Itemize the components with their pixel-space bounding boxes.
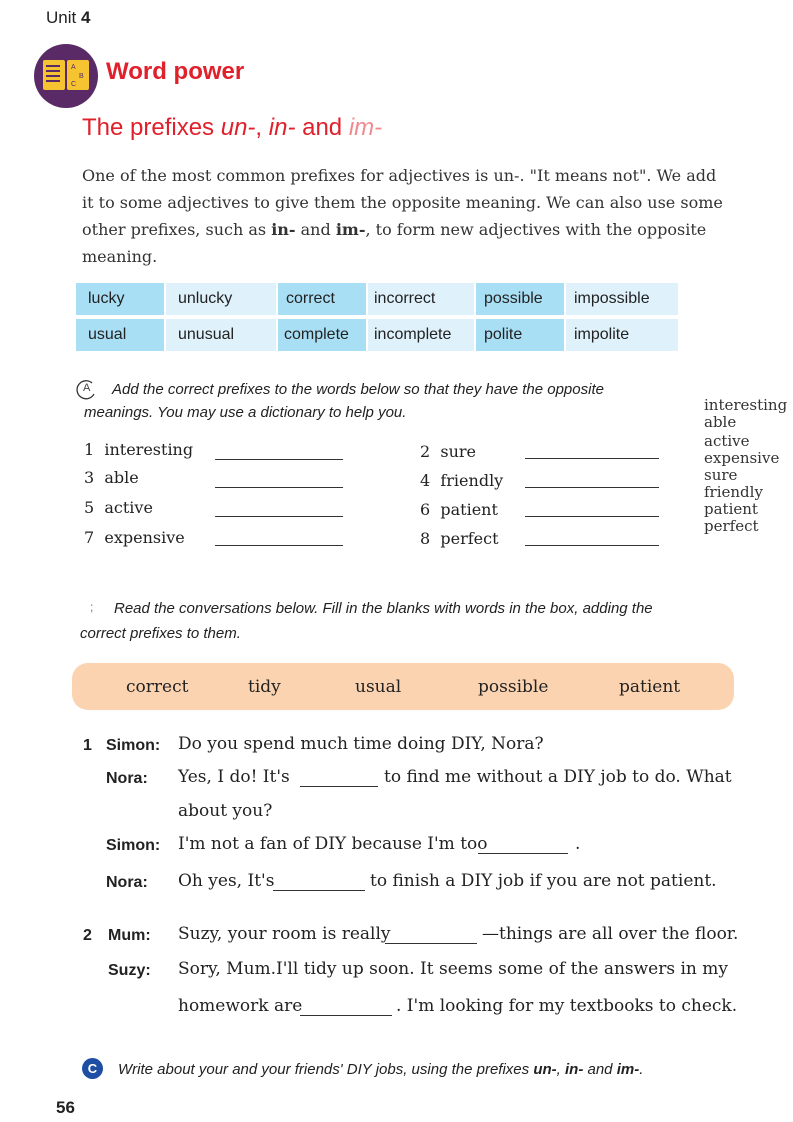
answer-blank[interactable] [215, 459, 343, 460]
exercise-b-marker: ; [90, 600, 94, 614]
speaker-label: Simon: [106, 737, 161, 754]
exercise-a-instruction-1: Add the correct prefixes to the words below so that they have the opposite [112, 381, 604, 398]
item-word: patient [440, 500, 498, 519]
side-word: able [704, 413, 737, 431]
word-power-book-icon [34, 44, 98, 108]
conversation-number: 2 [83, 927, 92, 944]
exercise-item [84, 528, 185, 547]
speaker-label: Suzy: [108, 962, 151, 979]
logo-letter-a: A [71, 64, 76, 71]
intro-line: meaning. [82, 247, 158, 266]
instruction-sep: , [556, 1061, 565, 1078]
table-cell: lucky [76, 283, 164, 315]
item-number: 7 [84, 528, 95, 547]
dialogue-text: Oh yes, It's [178, 871, 275, 891]
item-word: expensive [104, 528, 185, 547]
item-word: active [104, 498, 153, 517]
item-word: friendly [440, 471, 504, 490]
word-box [72, 663, 734, 710]
dialogue-text: to finish a DIY job if you are not patient. [370, 871, 717, 891]
speaker-label: Mum: [108, 927, 151, 944]
speaker-label: Nora: [106, 874, 148, 891]
answer-blank[interactable] [273, 890, 365, 891]
answer-blank[interactable] [385, 943, 477, 944]
table-cell: possible [476, 283, 564, 315]
dialogue-text: Sory, Mum.I'll tidy up soon. It seems some of the answers in my [178, 959, 729, 979]
item-word: perfect [440, 529, 499, 548]
table-cell: complete [278, 319, 366, 351]
conversation-number: 1 [83, 737, 92, 754]
exercise-c-instruction [118, 1061, 643, 1078]
prefix-in: in- [564, 1061, 584, 1078]
item-number: 3 [84, 468, 95, 487]
item-word: interesting [104, 440, 194, 459]
exercise-item [420, 500, 498, 519]
dialogue-text: I'm not a fan of DIY because I'm too [178, 834, 488, 854]
speaker-label: Nora: [106, 770, 148, 787]
exercise-a-letter: A [83, 382, 91, 394]
section-title: Word power [106, 58, 245, 85]
side-word: sure [704, 466, 738, 484]
box-word: tidy [248, 677, 281, 697]
item-number: 4 [420, 471, 431, 490]
intro-line: it to some adjectives to give them the opposite meaning. We can also use some [82, 193, 723, 212]
open-book-icon [41, 58, 91, 94]
exercise-a-marker [74, 378, 98, 402]
unit-text: Unit [46, 8, 77, 27]
prefix-im: im- [348, 114, 383, 141]
page-subtitle [82, 114, 382, 142]
dialogue-text: —things are all over the floor. [482, 924, 739, 944]
unit-label [46, 8, 90, 28]
item-word: able [104, 468, 139, 487]
answer-blank[interactable] [300, 1015, 392, 1016]
side-word: friendly [704, 483, 763, 501]
intro-im: im- [335, 220, 366, 239]
subtitle-text: The prefixes [82, 114, 221, 141]
exercise-b-instruction-1: Read the conversations below. Fill in the blanks with words in the box, adding the [114, 600, 653, 617]
answer-blank[interactable] [215, 545, 343, 546]
dialogue-text: Do you spend much time doing DIY, Nora? [178, 734, 544, 754]
dialogue-text: Yes, I do! It's [178, 767, 290, 787]
table-cell: usual [76, 319, 164, 351]
item-number: 6 [420, 500, 431, 519]
box-word: correct [126, 677, 189, 697]
answer-blank[interactable] [215, 516, 343, 517]
item-word: sure [440, 442, 476, 461]
word-table [76, 283, 678, 353]
answer-blank[interactable] [300, 786, 378, 787]
exercise-item [84, 440, 193, 459]
intro-line: One of the most common prefixes for adjectives is un-. "It means not". We add [82, 166, 717, 185]
exercise-item [420, 529, 499, 548]
intro-text: other prefixes, such as [82, 220, 272, 239]
side-word: active [704, 432, 750, 450]
side-word: perfect [704, 517, 759, 535]
item-number: 1 [84, 440, 95, 459]
item-number: 8 [420, 529, 431, 548]
answer-blank[interactable] [478, 853, 568, 854]
subtitle-sep2: and [295, 114, 349, 141]
item-number: 2 [420, 442, 431, 461]
exercise-b-instruction-2: correct prefixes to them. [80, 625, 241, 642]
intro-line [82, 216, 732, 243]
exercise-c-marker: C [82, 1058, 103, 1079]
instruction-end: . [639, 1061, 644, 1078]
table-cell: incomplete [368, 319, 474, 351]
answer-blank[interactable] [525, 458, 659, 459]
logo-letter-b: B [79, 73, 84, 80]
answer-blank[interactable] [525, 545, 659, 546]
speaker-label: Simon: [106, 837, 161, 854]
exercise-item [420, 442, 476, 461]
prefix-im: im- [616, 1061, 640, 1078]
box-word: patient [619, 677, 681, 697]
table-cell: incorrect [368, 283, 474, 315]
table-cell: unusual [166, 319, 276, 351]
table-cell: unlucky [166, 283, 276, 315]
page-number: 56 [56, 1098, 75, 1117]
intro-text: and [295, 220, 336, 239]
dialogue-text: . [575, 834, 581, 854]
logo-letter-c: C [71, 81, 77, 88]
exercise-item [420, 471, 503, 490]
prefix-un: un- [220, 114, 256, 141]
dialogue-text: . I'm looking for my textbooks to check. [396, 996, 738, 1016]
prefix-un: un- [533, 1061, 557, 1078]
subtitle-sep1: , [255, 114, 269, 141]
table-cell: impossible [566, 283, 678, 315]
intro-text: , to form new adjectives with the opposite [365, 220, 707, 239]
instruction-sep: and [583, 1061, 617, 1078]
item-number: 5 [84, 498, 95, 517]
side-word: expensive [704, 449, 780, 467]
table-cell: correct [278, 283, 366, 315]
dialogue-text: to find me without a DIY job to do. What [384, 767, 732, 787]
intro-in: in- [271, 220, 296, 239]
answer-blank[interactable] [215, 487, 343, 488]
dialogue-text: homework are [178, 996, 303, 1016]
side-word: patient [704, 500, 758, 518]
instruction-text: Write about your and your friends' DIY jobs, using the prefixes [118, 1061, 534, 1078]
exercise-item [84, 468, 139, 487]
exercise-a-instruction-2: meanings. You may use a dictionary to help you. [84, 404, 407, 421]
unit-number: 4 [80, 8, 91, 27]
answer-blank[interactable] [525, 516, 659, 517]
table-cell: polite [476, 319, 564, 351]
box-word: usual [355, 677, 402, 697]
answer-blank[interactable] [525, 487, 659, 488]
side-word-list [704, 397, 787, 535]
side-word: interesting [704, 396, 788, 414]
exercise-item [84, 498, 153, 517]
table-cell: impolite [566, 319, 678, 351]
dialogue-text: about you? [178, 801, 273, 821]
box-word: possible [478, 677, 549, 697]
dialogue-text: Suzy, your room is really [178, 924, 391, 944]
prefix-in: in- [268, 114, 296, 141]
intro-paragraph [82, 162, 732, 270]
